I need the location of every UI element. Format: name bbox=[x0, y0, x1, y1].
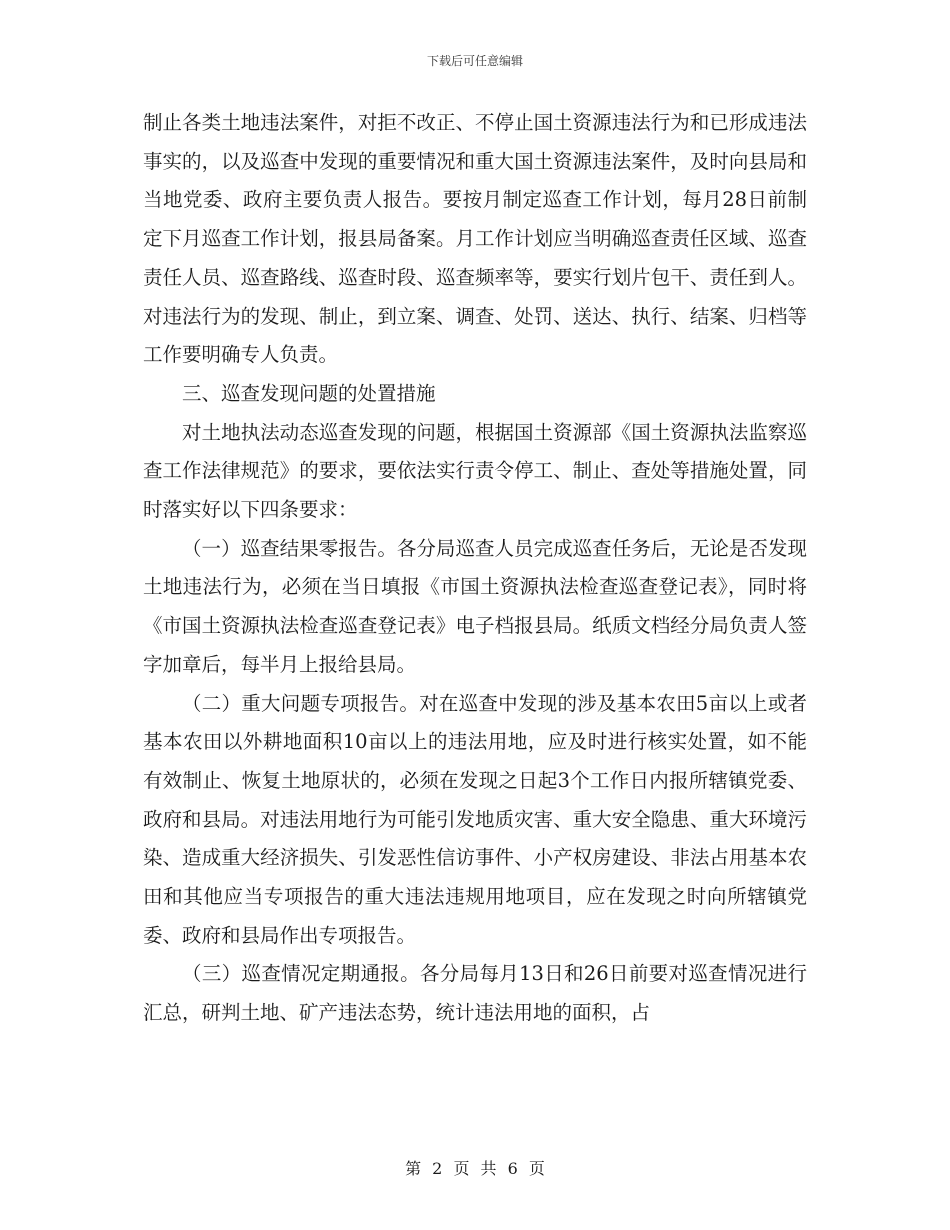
page-number: 第 2 页 共 6 页 bbox=[405, 1159, 545, 1178]
paragraph-item-3: （三）巡查情况定期通报。各分局每月13日和26日前要对巡查情况进行汇总，研判土地、矿产违法态势，统计违法用地的面积，占 bbox=[143, 962, 807, 1025]
section-heading: 三、巡查发现问题的处置措施 bbox=[182, 381, 436, 405]
paragraph-continuation: 制止各类土地违法案件，对拒不改正、不停止国土资源违法行为和已形成违法事实的，以及巡查中发现的重要情况和重大国土资源违法案件，及时向县局和当地党委、政府主要负责人报告。要按月制定巡查工作计划，每月28日前制定下月巡查工作计划，报县局备案。月工作计划应当明确巡查责任区域、巡查责任人员、巡查路线、巡查时段、巡查频率等，要实行划片包干、责任到人。对违法行为的发现、制止，到立案、调查、处罚、送达、执行、结案、归档等工作要明确专人负责。 bbox=[143, 111, 807, 367]
document-body bbox=[143, 104, 807, 1033]
paragraph-item-2: （二）重大问题专项报告。对在巡查中发现的涉及基本农田5亩以上或者基本农田以外耕地面积10亩以上的违法用地，应及时进行核实处置，如不能有效制止、恢复土地原状的，必须在发现之日起3个工作日内报所辖镇党委、政府和县局。对违法用地行为可能引发地质灾害、重大安全隐患、重大环境污染、造成重大经济损失、引发恶性信访事件、小产权房建设、非法占用基本农田和其他应当专项报告的重大违法违规用地项目，应在发现之时向所辖镇党委、政府和县局作出专项报告。 bbox=[143, 691, 807, 947]
paragraph-item-1: （一）巡查结果零报告。各分局巡查人员完成巡查任务后，无论是否发现土地违法行为，必须在当日填报《市国土资源执法检查巡查登记表》，同时将《市国土资源执法检查巡查登记表》电子档报县局。纸质文档经分局负责人签字加章后，每半月上报给县局。 bbox=[143, 536, 807, 676]
paragraph-intro: 对土地执法动态巡查发现的问题，根据国土资源部《国土资源执法监察巡查工作法律规范》的要求，要依法实行责令停工、制止、查处等措施处置，同时落实好以下四条要求： bbox=[143, 420, 807, 522]
page-header-note: 下载后可任意编辑 bbox=[426, 54, 523, 68]
